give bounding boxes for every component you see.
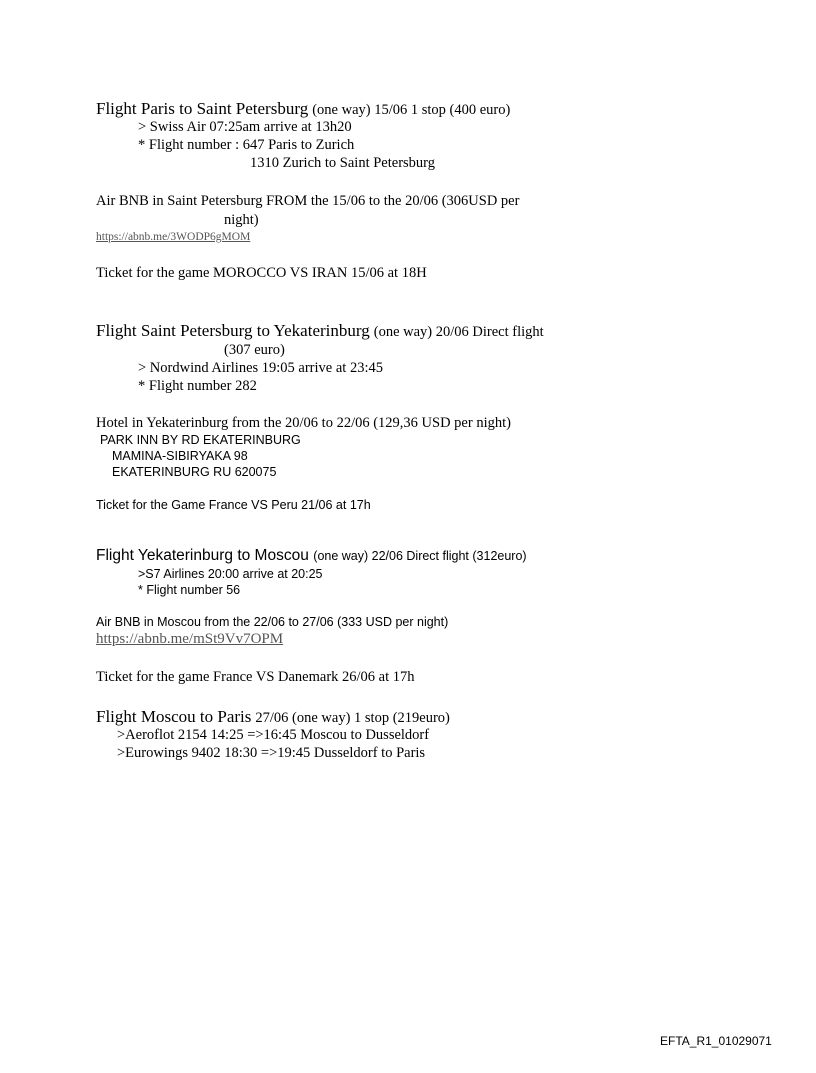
flight3-title-main: Flight Yekaterinburg to Moscou	[96, 547, 309, 564]
hotel-city: EKATERINBURG RU 620075	[112, 465, 277, 479]
flight1-connection: 1310 Zurich to Saint Petersburg	[250, 155, 435, 171]
flight4-leg2: >Eurowings 9402 18:30 =>19:45 Dusseldorf to Paris	[117, 745, 426, 761]
flight1-title-details: (one way) 15/06 1 stop (400 euro)	[312, 102, 511, 118]
ticket3: Ticket for the game France VS Danemark 26/06 at 17h	[96, 669, 415, 685]
flight2-airline: > Nordwind Airlines 19:05 arrive at 23:45	[138, 360, 383, 376]
flight3-title	[96, 547, 527, 565]
flight2-title	[96, 321, 544, 341]
flight1-title-main: Flight Paris to Saint Petersburg	[96, 99, 309, 118]
flight4-title	[96, 707, 450, 727]
flight2-price: (307 euro)	[224, 342, 285, 358]
flight4-title-details: 27/06 (one way) 1 stop (219euro)	[255, 710, 450, 726]
flight1-airline: > Swiss Air 07:25am arrive at 13h20	[138, 119, 352, 135]
stay1-link[interactable]: https://abnb.me/3WODP6gMOM	[96, 231, 251, 243]
ticket2: Ticket for the Game France VS Peru 21/06 at 17h	[96, 498, 371, 512]
ticket1: Ticket for the game MOROCCO VS IRAN 15/06 at 18H	[96, 265, 427, 281]
flight2-title-main: Flight Saint Petersburg to Yekaterinburg	[96, 321, 370, 340]
stay2-link[interactable]: https://abnb.me/mSt9Vv7OPM	[96, 631, 284, 647]
flight2-title-details: (one way) 20/06 Direct flight	[373, 324, 544, 340]
hotel-name: PARK INN BY RD EKATERINBURG	[100, 433, 301, 447]
flight4-leg1: >Aeroflot 2154 14:25 =>16:45 Moscou to Dusseldorf	[117, 727, 430, 743]
flight3-airline: >S7 Airlines 20:00 arrive at 20:25	[138, 567, 323, 581]
stay2-description: Air BNB in Moscou from the 22/06 to 27/06 (333 USD per night)	[96, 615, 449, 629]
flight4-title-main: Flight Moscou to Paris	[96, 707, 252, 726]
hotel-description: Hotel in Yekaterinburg from the 20/06 to 22/06 (129,36 USD per night)	[96, 415, 511, 431]
stay1-description: Air BNB in Saint Petersburg FROM the 15/06 to the 20/06 (306USD per	[96, 193, 520, 209]
flight1-title	[96, 99, 510, 119]
stay1-description-cont: night)	[224, 212, 259, 228]
flight3-title-details: (one way) 22/06 Direct flight (312euro)	[313, 549, 527, 563]
flight2-number: * Flight number 282	[138, 378, 257, 394]
flight3-number: * Flight number 56	[138, 583, 241, 597]
hotel-street: MAMINA-SIBIRYAKA 98	[112, 449, 248, 463]
flight1-number: * Flight number : 647 Paris to Zurich	[138, 137, 355, 153]
document-id: EFTA_R1_01029071	[660, 1034, 772, 1048]
